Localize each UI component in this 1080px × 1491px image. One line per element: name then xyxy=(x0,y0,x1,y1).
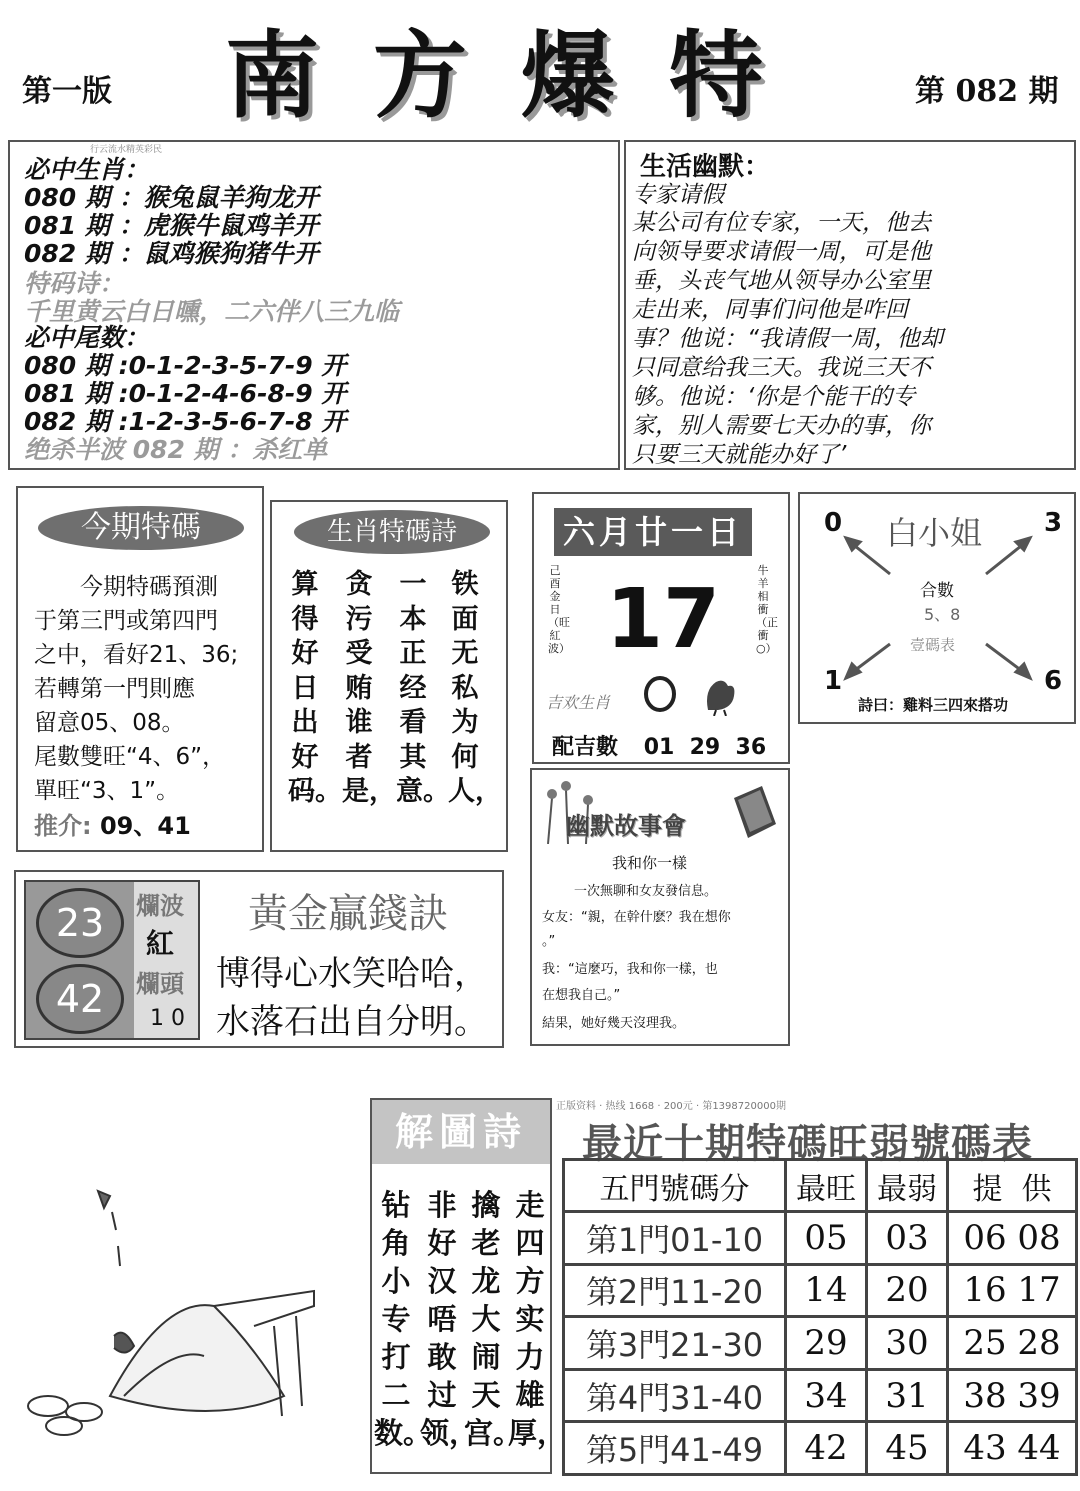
lucky-row xyxy=(552,730,766,761)
number-badge: 23 xyxy=(36,888,124,958)
zodiac-line: 082 期 ：鼠鸡猴狗猪牛开 xyxy=(24,239,319,268)
sum-value: 5、8 xyxy=(924,605,961,624)
sum-label: 合數 xyxy=(920,581,954,601)
table-cell: 第2門11-20 xyxy=(564,1264,786,1317)
table-cell: 38 39 xyxy=(947,1369,1076,1422)
hot-cold-table xyxy=(562,1158,1078,1476)
zodiac-poem-title: 生肖特碼詩 xyxy=(294,510,490,554)
humor-title: 生活幽默： xyxy=(640,152,771,182)
table-row xyxy=(564,1369,1077,1422)
corner-number: 3 xyxy=(1044,508,1063,538)
table-header: 最弱 xyxy=(866,1160,947,1212)
lucky-numbers: 01 29 36 xyxy=(643,735,767,760)
zodiac-line: 080 期 ：猴兔鼠羊狗龙开 xyxy=(24,183,319,212)
table-cell: 42 xyxy=(786,1422,867,1475)
zodiac-line: 081 期 ：虎猴牛鼠鸡羊开 xyxy=(24,211,319,240)
miss-bai-title: 白小姐 xyxy=(886,514,983,552)
table-cell: 第1門01-10 xyxy=(564,1212,786,1265)
special-line: 于第三門或第四門 xyxy=(34,608,218,634)
humor-line: 家，别人需要七天办的事，你 xyxy=(632,413,931,439)
special-code-title: 今期特碼 xyxy=(38,506,244,550)
lunar-date: 六月廿一日 xyxy=(554,508,752,556)
poem-column: 钻角小专打二数。 xyxy=(374,1188,433,1450)
special-line: 單旺“3、1”。 xyxy=(34,778,180,804)
table-cell: 30 xyxy=(866,1317,947,1370)
predictions-panel xyxy=(8,140,620,470)
table-cell: 29 xyxy=(786,1317,867,1370)
miss-bai-panel xyxy=(798,492,1076,724)
corner-number: 1 xyxy=(824,666,843,696)
poem-column: 铁面无私为何人， xyxy=(448,569,502,807)
poem-line: 千里黄云白日曛，二六伴八三九临 xyxy=(24,297,400,326)
corner-number: 6 xyxy=(1044,666,1063,696)
golden-line: 博得心水笑哈哈， xyxy=(216,954,488,994)
table-cell: 03 xyxy=(866,1212,947,1265)
poem-column: 一本正经看其意。 xyxy=(396,569,450,807)
edition-label: 第一版 xyxy=(22,74,112,109)
table-cell: 14 xyxy=(786,1264,867,1317)
golden-panel xyxy=(14,870,504,1048)
tail-line: 080 期 :0-1-2-3-5-7-9 开 xyxy=(24,351,347,380)
day-element-note: 己酉金日（旺紅波） xyxy=(548,564,570,655)
table-cell: 31 xyxy=(866,1369,947,1422)
tail-line: 082 期 :1-2-3-5-6-7-8 开 xyxy=(24,407,347,436)
joke-title: 幽默故事會 xyxy=(566,812,686,840)
calendar-panel xyxy=(532,492,790,764)
humor-line: 专家请假 xyxy=(632,182,724,208)
humor-line: 够。他说：‘你是个能干的专 xyxy=(632,384,916,410)
table-title: 最近十期特碼旺弱號碼表 xyxy=(582,1120,1033,1167)
humor-panel xyxy=(624,140,1076,470)
recommend-label: 推介: xyxy=(34,812,92,840)
color-label: 紅 xyxy=(146,927,175,960)
day-number: 17 xyxy=(606,572,721,667)
table-cell: 34 xyxy=(786,1369,867,1422)
special-line: 若轉第一門則應 xyxy=(34,676,195,702)
snake-rooster-icon xyxy=(638,670,748,716)
table-cell: 25 28 xyxy=(947,1317,1076,1370)
digits-label: 1 0 xyxy=(150,1006,185,1031)
joke-line: 一次無聊和女友發信息。 xyxy=(574,884,718,899)
poem-column: 擒老龙大闹天宫。 xyxy=(464,1188,523,1450)
humor-line: 垂，头丧气地从领导办公室里 xyxy=(632,268,931,294)
number-badge: 42 xyxy=(36,964,124,1034)
table-cell: 06 08 xyxy=(947,1212,1076,1265)
joke-line: 結果，她好幾天沒理我。 xyxy=(542,1016,686,1031)
picture-poem-title: 解圖詩 xyxy=(372,1100,550,1164)
lucky-label: 配吉數 xyxy=(552,734,619,760)
table-header: 最旺 xyxy=(786,1160,867,1212)
table-row xyxy=(564,1317,1077,1370)
humor-line: 向领导要求请假一周，可是他 xyxy=(632,239,931,265)
joke-line: 。” xyxy=(542,934,556,949)
humor-line: 某公司有位专家，一天，他去 xyxy=(632,210,931,236)
humor-line: 只要三天就能办好了’ xyxy=(632,442,847,468)
table-cell: 16 17 xyxy=(947,1264,1076,1317)
zodiac-poem-panel xyxy=(270,500,508,852)
table-cell: 第3門21-30 xyxy=(564,1317,786,1370)
table-cell: 第5門41-49 xyxy=(564,1422,786,1475)
clash-note: 牛羊相衝（正衝○） xyxy=(756,564,778,655)
table-header-row xyxy=(564,1160,1077,1212)
miss-bai-poem: 詩曰：雞料三四來搭功 xyxy=(858,696,1009,714)
table-row xyxy=(564,1212,1077,1265)
book-icon xyxy=(728,784,780,840)
tail-title: 必中尾数： xyxy=(24,323,150,352)
table-row xyxy=(564,1264,1077,1317)
zodiac-title: 必中生肖： xyxy=(24,155,150,184)
special-code-panel xyxy=(16,486,264,852)
joke-panel xyxy=(530,768,790,1046)
humor-line: 走出来，同事们问他是咋回 xyxy=(632,297,908,323)
numbers-block xyxy=(24,880,200,1040)
poem-column: 贪污受贿谁者是， xyxy=(342,569,396,807)
special-line: 今期特碼預測 xyxy=(80,574,218,600)
golden-title: 黃金贏錢訣 xyxy=(248,891,448,937)
joke-subtitle: 我和你一樣 xyxy=(612,854,688,872)
poem-column: 走四方实力雄厚， xyxy=(508,1188,567,1450)
humor-line: 事？他说：“我请假一周，他却 xyxy=(632,326,943,352)
tag-label: 爛頭 xyxy=(136,970,184,998)
recommend-value: 09、41 xyxy=(99,812,191,840)
issue-label: 第 082 期 xyxy=(915,74,1059,109)
joke-line: 在想我自己。” xyxy=(542,988,621,1003)
tail-line: 081 期 :0-1-2-4-6-8-9 开 xyxy=(24,379,347,408)
poem-column: 算得好日出好码。 xyxy=(288,569,342,807)
snake-hill-illustration xyxy=(14,1096,364,1476)
humor-line: 只同意给我三天。我说三天不 xyxy=(632,355,931,381)
tag-label: 爛波 xyxy=(136,892,184,920)
small-note: 正版资料 · 热线 1668 · 200元 · 第1398720000期 xyxy=(556,1101,786,1112)
table-cell: 第4門31-40 xyxy=(564,1369,786,1422)
poem-column: 非好汉唔敢过领， xyxy=(420,1188,479,1450)
table-header: 提 供 xyxy=(947,1160,1076,1212)
poem-title: 特码诗： xyxy=(24,269,125,298)
table-row xyxy=(564,1422,1077,1475)
table-cell: 45 xyxy=(866,1422,947,1475)
page-title: 南方爆特 xyxy=(225,21,818,131)
table-header: 五門號碼分 xyxy=(564,1160,786,1212)
golden-line: 水落石出自分明。 xyxy=(216,1002,488,1042)
brand-text: 吉欢生肖 xyxy=(546,693,611,712)
corner-number: 0 xyxy=(824,508,843,538)
special-line: 之中，看好21、36; xyxy=(34,642,239,668)
color-kill-line: 绝杀半波 082 期 ：杀红单 xyxy=(24,435,328,464)
special-line: 尾數雙旺“4、6”， xyxy=(34,744,226,770)
table-cell: 05 xyxy=(786,1212,867,1265)
table-cell: 20 xyxy=(866,1264,947,1317)
special-line: 留意05、08。 xyxy=(34,710,185,736)
picture-poem-panel xyxy=(370,1098,567,1474)
small-caption: 行云流水精英彩民 xyxy=(90,145,163,155)
one-code-note: 壹碼表 xyxy=(910,636,956,654)
recommend-line xyxy=(34,806,191,841)
joke-line: 女友：“親，在幹什麽？我在想你 xyxy=(542,910,731,925)
table-cell: 43 44 xyxy=(947,1422,1076,1475)
joke-line: 我：“這麼巧，我和你一樣，也 xyxy=(542,962,718,977)
